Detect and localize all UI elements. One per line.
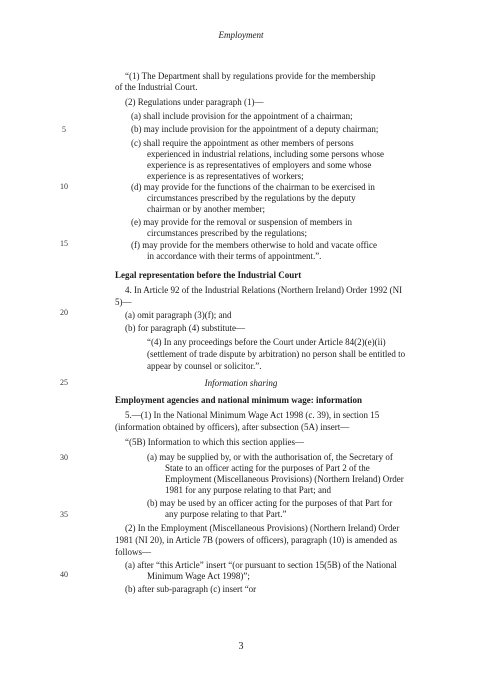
part-heading: Information sharing [204,378,278,388]
page-number: 3 [238,641,244,652]
text-line: 4. In Article 92 of the Industrial Relations (Northern Ireland) Order 1992 (NI [125,285,403,295]
section-heading: Employment agencies and national minimum wage: information [115,395,363,405]
line-number: 30 [60,453,68,462]
text-line: 1981 (NI 20), in Article 7B (powers of officers), paragraph (10) is amended as [115,535,397,545]
list-item: (f) may provide for the members otherwise to hold and vacate office [131,240,377,250]
list-item-continuation: State to an officer acting for the purposes of Part 2 of the [165,463,370,473]
text-line: (2) Regulations under paragraph (1)— [125,97,264,107]
list-item: (b) after sub-paragraph (c) insert “or [125,584,257,594]
list-item: (b) may be used by an officer acting for the purposes of that Part for [147,498,393,508]
list-item-continuation: any purpose relating to that Part.” [165,509,287,519]
list-item-continuation: experience is as representatives of employers and some whose [147,160,372,170]
list-item: (c) shall require the appointment as other members of persons [131,138,354,148]
list-item: (a) may be supplied by, or with the authorisation of, the Secretary of [147,452,393,462]
text-line: “(4) In any proceedings before the Court under Article 84(2)(e)(ii) [147,337,386,347]
list-item-continuation: Minimum Wage Act 1998)”; [147,571,250,581]
list-item: (a) omit paragraph (3)(f); and [125,310,232,320]
list-item-continuation: experienced in industrial relations, including some persons whose [147,149,384,159]
text-line: (information obtained by officers), after subsection (5A) insert— [115,422,350,432]
line-number: 40 [60,570,68,579]
list-item: (a) after “this Article” insert “(or pursuant to section 15(5B) of the National [125,560,397,570]
list-item: (b) may include provision for the appointment of a deputy chairman; [131,124,379,134]
line-number: 15 [60,239,68,248]
list-item-continuation: circumstances prescribed by the regulations by the deputy [147,193,356,203]
list-item-continuation: circumstances prescribed by the regulations; [147,228,307,238]
list-item-continuation: chairman or by another member; [147,204,265,214]
list-item-continuation: experience is as representatives of workers; [147,171,304,181]
line-number: 20 [60,308,68,317]
line-number: 5 [62,125,66,134]
text-line: 5.—(1) In the National Minimum Wage Act 1998 (c. 39), in section 15 [125,410,380,420]
list-item-continuation: 1981 for any purpose relating to that Part; and [165,485,331,495]
line-number: 10 [60,182,68,191]
text-line: follows— [115,547,151,557]
text-line: (2) In the Employment (Miscellaneous Provisions) (Northern Ireland) Order [125,523,400,533]
list-item: (b) for paragraph (4) substitute— [125,323,245,333]
list-item: (a) shall include provision for the appointment of a chairman; [131,111,353,121]
list-item-continuation: in accordance with their terms of appointment.”. [147,251,322,261]
line-number: 25 [60,378,68,387]
text-line: “(1) The Department shall by regulations provide for the membership [125,71,376,81]
text-line: (settlement of trade dispute by arbitration) no person shall be entitled to [147,349,406,359]
list-item: (e) may provide for the removal or suspension of members in [131,217,352,227]
text-line: 5)— [115,297,132,307]
running-header: Employment [218,30,264,40]
list-item: (d) may provide for the functions of the chairman to be exercised in [131,182,375,192]
text-line: of the Industrial Court. [115,82,198,92]
list-item-continuation: Employment (Miscellaneous Provisions) (Northern Ireland) Order [165,474,404,484]
text-line: appear by counsel or solicitor.”. [147,361,262,371]
line-number: 35 [60,510,68,519]
section-heading: Legal representation before the Industrial Court [115,270,302,280]
text-line: “(5B) Information to which this section applies— [125,437,304,447]
